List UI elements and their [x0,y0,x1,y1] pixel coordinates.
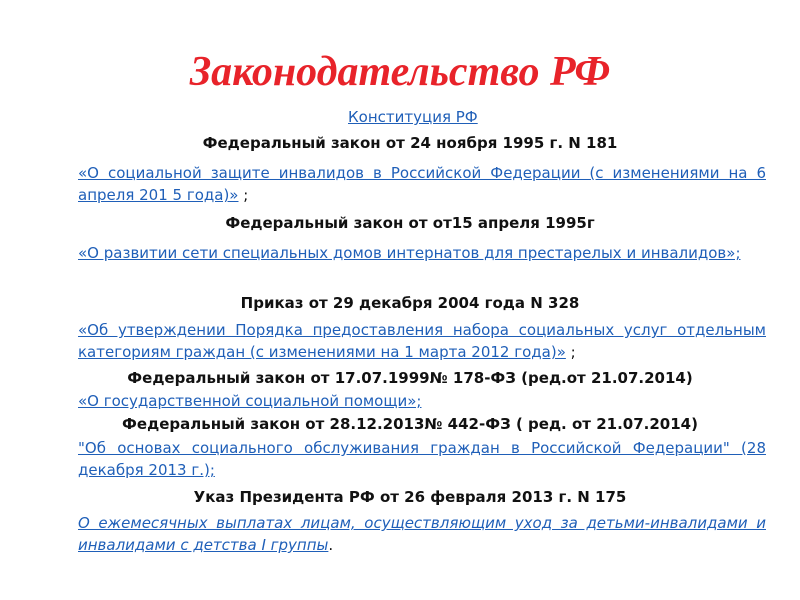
section-item-1 [78,162,766,206]
constitution-link[interactable]: Конституция РФ [348,108,478,126]
law-link-6[interactable]: О ежемесячных выплатах лицам, осуществляющим уход за детьми-инвалидами и инвалидами с детства I группы [78,514,766,554]
link-suffix: ; [565,343,576,361]
law-link-2[interactable]: «О развитии сети специальных домов интернатов для престарелых и инвалидов»; [78,244,741,262]
section-item-4 [78,390,766,412]
page-title: Законодательство РФ [189,49,611,95]
section-item-5 [78,437,766,481]
section-item-6 [78,512,766,556]
law-link-4[interactable]: «О государственной социальной помощи»; [78,392,422,410]
section-item-2 [78,242,766,264]
section-heading-1: Федеральный закон от 24 ноября 1995 г. N 181 [202,134,618,152]
section-heading-3: Приказ от 29 декабря 2004 года N 328 [240,294,580,312]
section-heading-4: Федеральный закон от 17.07.1999№ 178-ФЗ (ред.от 21.07.2014) [127,369,693,387]
law-link-3[interactable]: «Об утверждении Порядка предоставления набора социальных услуг отдельным категориям граждан (с изменениями на 1 марта 2012 года)» [78,321,766,361]
link-suffix: . [328,536,334,554]
section-heading-2: Федеральный закон от от15 апреля 1995г [225,214,595,232]
section-heading-5: Федеральный закон от 28.12.2013№ 442-ФЗ ( ред. от 21.07.2014) [122,415,698,433]
law-link-1[interactable]: «О социальной защите инвалидов в Российской Федерации (с изменениями на 6 апреля 201 5 года)» [78,164,766,204]
section-item-3 [78,319,766,363]
section-heading-6: Указ Президента РФ от 26 февраля 2013 г. N 175 [193,488,627,506]
link-suffix: ; [238,186,249,204]
law-link-5[interactable]: "Об основах социального обслуживания граждан в Российской Федерации" (28 декабря 2013 г.); [78,439,766,479]
